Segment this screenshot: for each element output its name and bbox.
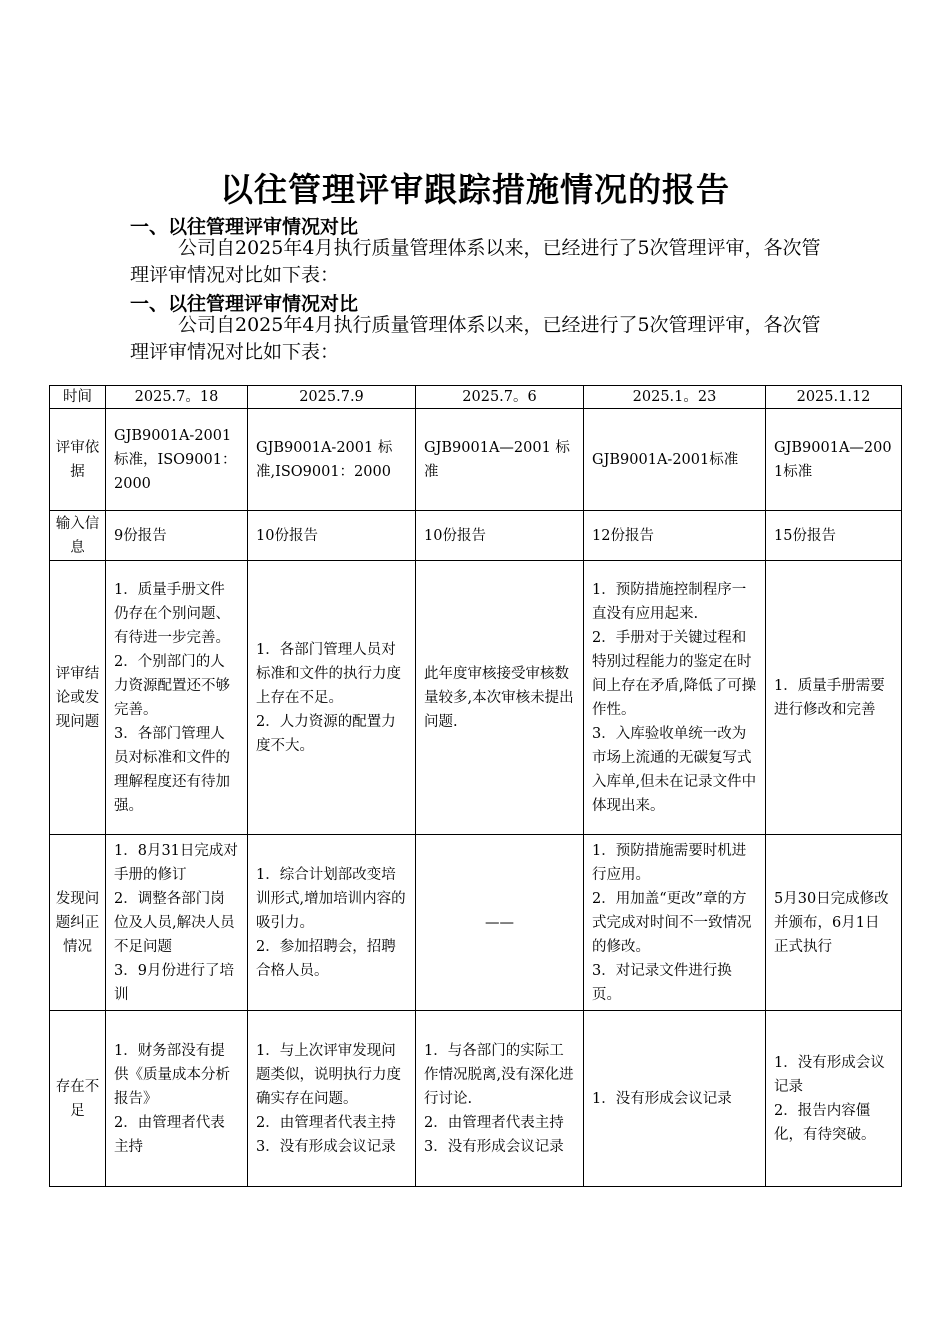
table-cell: 1．与上次评审发现问题类似，说明执行力度确实存在问题。 2．由管理者代表主持 3．没有形成会议记录 (248, 1011, 416, 1187)
section-heading-2: 一、以往管理评审情况对比 (130, 293, 359, 315)
table-row-shortcomings (50, 1011, 902, 1187)
table-cell: 12份报告 (584, 511, 766, 561)
table-cell: 1．财务部没有提供《质量成本分析报告》 2．由管理者代表主持 (106, 1011, 248, 1187)
table-row-conclusion (50, 561, 902, 835)
table-row-input (50, 511, 902, 561)
table-cell: 1．质量手册需要进行修改和完善 (766, 561, 902, 835)
section-paragraph-2: 公司自2025年4月执行质量管理体系以来，已经进行了5次管理评审，各次管理评审情况对比如下表： (130, 314, 821, 363)
table-cell: 15份报告 (766, 511, 902, 561)
row-label: 存在不足 (50, 1011, 106, 1187)
table-cell: GJB9001A—2001 标准 (416, 409, 584, 511)
table-cell: 1．预防措施控制程序一直没有应用起来. 2．手册对于关键过程和特别过程能力的鉴定在时间上存在矛盾,降低了可操作性。 3．入库验收单统一改为市场上流通的无碳复写式入库单,但未在记录文件中体现出来。 (584, 561, 766, 835)
header-cell-date: 2025.7。18 (106, 386, 248, 409)
table-cell: 1．没有形成会议记录 2．报告内容僵化，有待突破。 (766, 1011, 902, 1187)
table-cell: GJB9001A-2001 标准,ISO9001：2000 (248, 409, 416, 511)
section-paragraph-1: 公司自2025年4月执行质量管理体系以来，已经进行了5次管理评审，各次管理评审情况对比如下表： (130, 237, 821, 286)
row-label: 输入信息 (50, 511, 106, 561)
table-cell: 1．没有形成会议记录 (584, 1011, 766, 1187)
table-header-row (50, 386, 902, 409)
table-cell: 1．综合计划部改变培训形式,增加培训内容的吸引力。 2．参加招聘会，招聘合格人员。 (248, 835, 416, 1011)
header-cell-time: 时间 (50, 386, 106, 409)
header-cell-date: 2025.7。6 (416, 386, 584, 409)
table-cell: GJB9001A—2001标准 (766, 409, 902, 511)
header-cell-date: 2025.7.9 (248, 386, 416, 409)
table-cell: 5月30日完成修改并颁布，6月1日正式执行 (766, 835, 902, 1011)
table-cell: 1．8月31日完成对手册的修订 2．调整各部门岗位及人员,解决人员不足问题 3．9月份进行了培训 (106, 835, 248, 1011)
page-title: 以往管理评审跟踪措施情况的报告 (220, 170, 730, 209)
row-label: 评审依据 (50, 409, 106, 511)
table-cell: 10份报告 (248, 511, 416, 561)
table-cell: 1．各部门管理人员对标准和文件的执行力度上存在不足。 2．人力资源的配置力度不大。 (248, 561, 416, 835)
section-heading-1: 一、以往管理评审情况对比 (130, 216, 359, 238)
header-cell-date: 2025.1.12 (766, 386, 902, 409)
table-cell: GJB9001A-2001标准 (584, 409, 766, 511)
table-cell: GJB9001A-2001标准，ISO9001：2000 (106, 409, 248, 511)
row-label: 评审结论或发现问题 (50, 561, 106, 835)
header-cell-date: 2025.1。23 (584, 386, 766, 409)
table-cell: —— (416, 835, 584, 1011)
table-cell: 1．质量手册文件仍存在个别问题、有待进一步完善。 2．个别部门的人力资源配置还不够完善。 3．各部门管理人员对标准和文件的理解程度还有待加强。 (106, 561, 248, 835)
row-label: 发现问题纠正情况 (50, 835, 106, 1011)
table-row-correction (50, 835, 902, 1011)
review-comparison-table (49, 385, 902, 1187)
table-cell: 此年度审核接受审核数量较多,本次审核未提出问题. (416, 561, 584, 835)
table-cell: 9份报告 (106, 511, 248, 561)
table-cell: 1．与各部门的实际工作情况脱离,没有深化进行讨论. 2．由管理者代表主持 3．没有形成会议记录 (416, 1011, 584, 1187)
table-cell: 10份报告 (416, 511, 584, 561)
table-row-basis (50, 409, 902, 511)
table-cell: 1．预防措施需要时机进行应用。 2．用加盖“更改”章的方式完成对时间不一致情况的修改。 3．对记录文件进行换页。 (584, 835, 766, 1011)
